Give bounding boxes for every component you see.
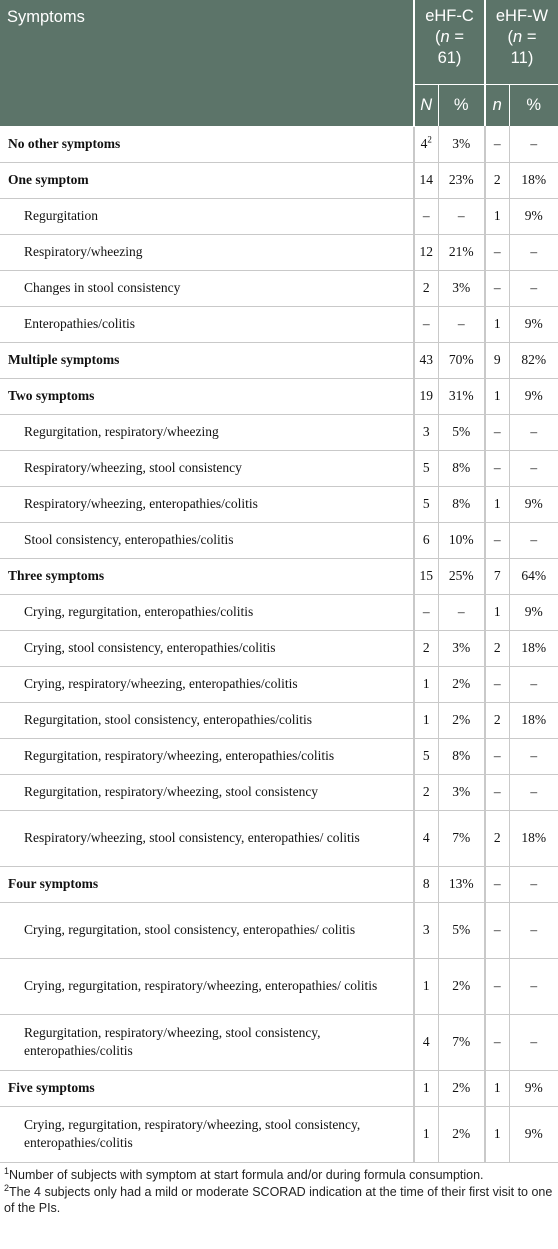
table-row bbox=[0, 342, 558, 378]
table-row bbox=[0, 866, 558, 902]
table-row bbox=[0, 558, 558, 594]
cell-ehf-c-count: – bbox=[414, 306, 438, 342]
cell-ehf-w-percent: – bbox=[509, 234, 558, 270]
table-row bbox=[0, 738, 558, 774]
cell-ehf-c-count: – bbox=[414, 594, 438, 630]
cell-ehf-w-percent: – bbox=[509, 1014, 558, 1070]
cell-ehf-c-count: – bbox=[414, 198, 438, 234]
table-row bbox=[0, 126, 558, 162]
row-label: Regurgitation bbox=[0, 198, 414, 234]
cell-ehf-w-count: 9 bbox=[485, 342, 509, 378]
cell-ehf-w-count: 1 bbox=[485, 1106, 509, 1162]
row-label: Respiratory/wheezing, enteropathies/colitis bbox=[0, 486, 414, 522]
cell-ehf-c-percent: 5% bbox=[438, 414, 485, 450]
cell-ehf-c-percent: 3% bbox=[438, 126, 485, 162]
header-w-percent: % bbox=[509, 85, 558, 127]
table-row bbox=[0, 522, 558, 558]
cell-ehf-c-count: 5 bbox=[414, 738, 438, 774]
cell-ehf-w-percent: – bbox=[509, 450, 558, 486]
cell-ehf-c-percent: 70% bbox=[438, 342, 485, 378]
row-label: Two symptoms bbox=[0, 378, 414, 414]
cell-ehf-c-percent: 7% bbox=[438, 810, 485, 866]
cell-ehf-c-count: 4 bbox=[414, 810, 438, 866]
cell-ehf-c-count: 2 bbox=[414, 630, 438, 666]
cell-ehf-w-percent: 9% bbox=[509, 594, 558, 630]
footnote bbox=[4, 1184, 554, 1216]
table-row bbox=[0, 666, 558, 702]
row-label: Regurgitation, respiratory/wheezing bbox=[0, 414, 414, 450]
cell-ehf-w-percent: – bbox=[509, 774, 558, 810]
cell-ehf-w-count: – bbox=[485, 126, 509, 162]
cell-ehf-w-count: – bbox=[485, 522, 509, 558]
header-w-count: n bbox=[485, 85, 509, 127]
cell-ehf-c-count: 1 bbox=[414, 666, 438, 702]
table-row bbox=[0, 1014, 558, 1070]
cell-ehf-w-count: 1 bbox=[485, 198, 509, 234]
cell-ehf-c-percent: 3% bbox=[438, 630, 485, 666]
cell-ehf-c-percent: 2% bbox=[438, 666, 485, 702]
table-row bbox=[0, 810, 558, 866]
table-row bbox=[0, 234, 558, 270]
cell-ehf-c-count: 1 bbox=[414, 1070, 438, 1106]
table-row bbox=[0, 270, 558, 306]
row-label: Regurgitation, respiratory/wheezing, enteropathies/colitis bbox=[0, 738, 414, 774]
cell-ehf-w-percent: 9% bbox=[509, 198, 558, 234]
table-row bbox=[0, 1106, 558, 1162]
table-row bbox=[0, 958, 558, 1014]
cell-ehf-w-count: 2 bbox=[485, 630, 509, 666]
cell-ehf-w-percent: – bbox=[509, 866, 558, 902]
table-row bbox=[0, 450, 558, 486]
cell-ehf-w-count: 2 bbox=[485, 162, 509, 198]
cell-ehf-c-percent: – bbox=[438, 198, 485, 234]
footnotes bbox=[0, 1163, 558, 1216]
row-label: Regurgitation, respiratory/wheezing, stool consistency bbox=[0, 774, 414, 810]
cell-ehf-w-count: 2 bbox=[485, 810, 509, 866]
cell-ehf-c-count: 43 bbox=[414, 342, 438, 378]
row-label: Respiratory/wheezing, stool consistency bbox=[0, 450, 414, 486]
cell-ehf-w-percent: – bbox=[509, 522, 558, 558]
cell-ehf-c-count: $4^2$ bbox=[414, 126, 438, 162]
row-label: Crying, regurgitation, respiratory/wheezing, enteropathies/ colitis bbox=[0, 958, 414, 1014]
row-label: One symptom bbox=[0, 162, 414, 198]
cell-ehf-w-percent: – bbox=[509, 902, 558, 958]
table-row bbox=[0, 414, 558, 450]
cell-ehf-c-count: 3 bbox=[414, 902, 438, 958]
cell-ehf-c-count: 5 bbox=[414, 450, 438, 486]
cell-ehf-w-percent: 9% bbox=[509, 486, 558, 522]
cell-ehf-c-count: 8 bbox=[414, 866, 438, 902]
header-group-ehf-w: eHF-W (n = 11) bbox=[485, 0, 558, 85]
cell-ehf-w-percent: – bbox=[509, 270, 558, 306]
cell-ehf-w-count: 1 bbox=[485, 1070, 509, 1106]
cell-ehf-c-count: 3 bbox=[414, 414, 438, 450]
table-row bbox=[0, 378, 558, 414]
cell-ehf-c-count: 1 bbox=[414, 1106, 438, 1162]
row-label: Three symptoms bbox=[0, 558, 414, 594]
row-label: Regurgitation, stool consistency, enteropathies/colitis bbox=[0, 702, 414, 738]
cell-ehf-c-percent: – bbox=[438, 594, 485, 630]
row-label: Regurgitation, respiratory/wheezing, stool consistency, enteropathies/colitis bbox=[0, 1014, 414, 1070]
cell-ehf-c-count: 1 bbox=[414, 958, 438, 1014]
footnote-mark: 1 bbox=[4, 1165, 10, 1176]
table-row bbox=[0, 162, 558, 198]
row-label: Crying, regurgitation, respiratory/wheezing, stool consistency, enteropathies/colitis bbox=[0, 1106, 414, 1162]
row-label: Enteropathies/colitis bbox=[0, 306, 414, 342]
row-label: Crying, regurgitation, enteropathies/colitis bbox=[0, 594, 414, 630]
cell-ehf-c-count: 2 bbox=[414, 270, 438, 306]
cell-ehf-w-percent: – bbox=[509, 126, 558, 162]
footnote-text: Number of subjects with symptom at start formula and/or during formula consumption. bbox=[9, 1167, 484, 1182]
cell-ehf-c-percent: 8% bbox=[438, 450, 485, 486]
row-label: Multiple symptoms bbox=[0, 342, 414, 378]
table-row bbox=[0, 902, 558, 958]
cell-ehf-w-percent: 18% bbox=[509, 630, 558, 666]
table-body bbox=[0, 126, 558, 1162]
cell-ehf-c-percent: 21% bbox=[438, 234, 485, 270]
cell-ehf-w-percent: 9% bbox=[509, 306, 558, 342]
footnote-mark: 2 bbox=[4, 1182, 10, 1193]
table-row bbox=[0, 486, 558, 522]
cell-ehf-w-count: 7 bbox=[485, 558, 509, 594]
cell-ehf-w-count: 1 bbox=[485, 306, 509, 342]
table-row bbox=[0, 198, 558, 234]
cell-ehf-c-count: 2 bbox=[414, 774, 438, 810]
row-label: No other symptoms bbox=[0, 126, 414, 162]
row-label: Five symptoms bbox=[0, 1070, 414, 1106]
cell-ehf-c-percent: 2% bbox=[438, 702, 485, 738]
cell-ehf-w-percent: – bbox=[509, 414, 558, 450]
cell-ehf-w-percent: 9% bbox=[509, 1106, 558, 1162]
cell-ehf-w-percent: 64% bbox=[509, 558, 558, 594]
cell-ehf-c-count: 1 bbox=[414, 702, 438, 738]
footnote bbox=[4, 1167, 554, 1183]
cell-ehf-w-count: – bbox=[485, 234, 509, 270]
table-row bbox=[0, 594, 558, 630]
header-symptoms: Symptoms bbox=[0, 0, 414, 126]
cell-ehf-w-percent: 9% bbox=[509, 378, 558, 414]
cell-ehf-c-count: 4 bbox=[414, 1014, 438, 1070]
cell-ehf-w-count: – bbox=[485, 866, 509, 902]
cell-ehf-w-count: – bbox=[485, 902, 509, 958]
cell-ehf-c-percent: 31% bbox=[438, 378, 485, 414]
cell-ehf-c-percent: 3% bbox=[438, 774, 485, 810]
cell-ehf-c-count: 12 bbox=[414, 234, 438, 270]
row-label: Four symptoms bbox=[0, 866, 414, 902]
cell-ehf-c-percent: – bbox=[438, 306, 485, 342]
cell-ehf-w-count: 1 bbox=[485, 594, 509, 630]
header-c-count: N bbox=[414, 85, 438, 127]
cell-ehf-c-count: 15 bbox=[414, 558, 438, 594]
table-header bbox=[0, 0, 558, 126]
cell-ehf-c-count: 5 bbox=[414, 486, 438, 522]
cell-ehf-c-percent: 5% bbox=[438, 902, 485, 958]
cell-ehf-w-percent: 9% bbox=[509, 1070, 558, 1106]
row-label: Crying, regurgitation, stool consistency, enteropathies/ colitis bbox=[0, 902, 414, 958]
cell-ehf-w-percent: 18% bbox=[509, 162, 558, 198]
cell-ehf-c-count: 6 bbox=[414, 522, 438, 558]
cell-ehf-c-percent: 3% bbox=[438, 270, 485, 306]
cell-ehf-w-percent: 18% bbox=[509, 810, 558, 866]
table-row bbox=[0, 774, 558, 810]
row-label: Stool consistency, enteropathies/colitis bbox=[0, 522, 414, 558]
cell-ehf-c-percent: 23% bbox=[438, 162, 485, 198]
cell-ehf-w-count: – bbox=[485, 414, 509, 450]
table-row bbox=[0, 630, 558, 666]
cell-ehf-w-percent: – bbox=[509, 738, 558, 774]
cell-ehf-w-percent: 82% bbox=[509, 342, 558, 378]
cell-ehf-w-count: – bbox=[485, 958, 509, 1014]
cell-ehf-c-percent: 13% bbox=[438, 866, 485, 902]
header-c-percent: % bbox=[438, 85, 485, 127]
row-label: Changes in stool consistency bbox=[0, 270, 414, 306]
table-row bbox=[0, 702, 558, 738]
cell-ehf-c-percent: 10% bbox=[438, 522, 485, 558]
cell-ehf-w-count: 2 bbox=[485, 702, 509, 738]
cell-ehf-c-percent: 2% bbox=[438, 1106, 485, 1162]
row-label: Crying, stool consistency, enteropathies/colitis bbox=[0, 630, 414, 666]
cell-ehf-c-percent: 2% bbox=[438, 1070, 485, 1106]
cell-ehf-c-percent: 2% bbox=[438, 958, 485, 1014]
cell-ehf-c-percent: 8% bbox=[438, 486, 485, 522]
cell-ehf-c-percent: 7% bbox=[438, 1014, 485, 1070]
cell-ehf-w-count: – bbox=[485, 270, 509, 306]
table-row bbox=[0, 1070, 558, 1106]
cell-ehf-w-count: – bbox=[485, 774, 509, 810]
cell-ehf-c-count: 19 bbox=[414, 378, 438, 414]
row-label: Respiratory/wheezing, stool consistency, enteropathies/ colitis bbox=[0, 810, 414, 866]
cell-ehf-w-count: 1 bbox=[485, 378, 509, 414]
footnote-text: The 4 subjects only had a mild or moderate SCORAD indication at the time of their first visit to one of the PIs. bbox=[4, 1184, 553, 1215]
cell-ehf-c-percent: 25% bbox=[438, 558, 485, 594]
cell-ehf-c-percent: 8% bbox=[438, 738, 485, 774]
header-group-ehf-c: eHF-C (n = 61) bbox=[414, 0, 485, 85]
footnote-marker: 2 bbox=[427, 134, 432, 145]
cell-ehf-w-count: – bbox=[485, 738, 509, 774]
cell-ehf-w-count: – bbox=[485, 450, 509, 486]
cell-ehf-w-percent: – bbox=[509, 666, 558, 702]
row-label: Crying, respiratory/wheezing, enteropathies/colitis bbox=[0, 666, 414, 702]
cell-ehf-w-percent: 18% bbox=[509, 702, 558, 738]
cell-ehf-w-percent: – bbox=[509, 958, 558, 1014]
cell-ehf-w-count: – bbox=[485, 1014, 509, 1070]
cell-ehf-c-count: 14 bbox=[414, 162, 438, 198]
row-label: Respiratory/wheezing bbox=[0, 234, 414, 270]
cell-ehf-w-count: 1 bbox=[485, 486, 509, 522]
table-row bbox=[0, 306, 558, 342]
cell-ehf-w-count: – bbox=[485, 666, 509, 702]
